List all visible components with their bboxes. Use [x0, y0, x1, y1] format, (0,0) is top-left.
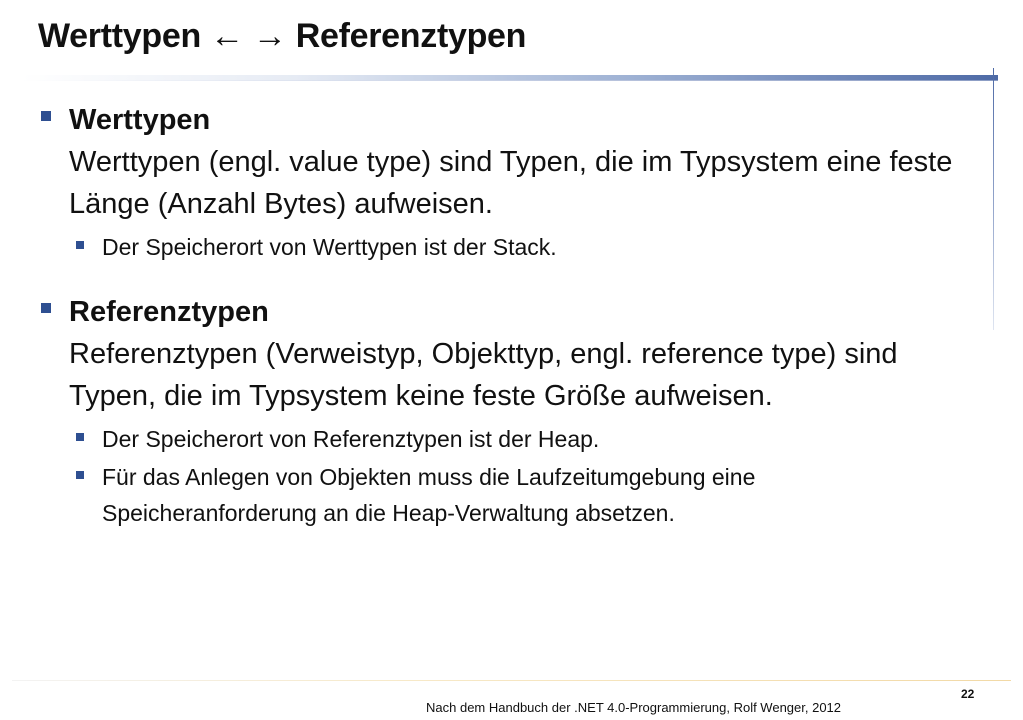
bullet-description: Referenztypen (Verweistyp, Objekttyp, engl. reference type) sind Typen, die im Typsystem keine feste Größe aufweisen.: [69, 338, 898, 412]
square-bullet-icon: [76, 241, 84, 249]
footer-divider: [12, 680, 1011, 681]
sub-bullet: [38, 229, 968, 265]
bullet-heading: Werttypen: [69, 104, 211, 136]
sub-bullet: [38, 421, 968, 457]
bullet-werttypen: [38, 99, 968, 265]
square-bullet-icon: [76, 433, 84, 441]
square-bullet-icon: [41, 111, 51, 121]
slide-title: Werttypen ← → Referenztypen: [38, 17, 527, 55]
slide-content: [38, 99, 968, 531]
sub-bullet-text: Der Speicherort von Referenztypen ist der Heap.: [102, 426, 600, 452]
sub-bullet-text: Für das Anlegen von Objekten muss die Laufzeitumgebung eine Speicheranforderung an die Heap-Verwaltung absetzen.: [102, 464, 756, 526]
square-bullet-icon: [76, 471, 84, 479]
page-number: 22: [961, 687, 975, 701]
right-accent-line: [993, 68, 994, 330]
bullet-description: Werttypen (engl. value type) sind Typen, die im Typsystem eine feste Länge (Anzahl Bytes) aufweisen.: [69, 146, 953, 220]
sub-bullet-text: Der Speicherort von Werttypen ist der Stack.: [102, 234, 557, 260]
square-bullet-icon: [41, 303, 51, 313]
sub-bullet: [38, 459, 968, 531]
bullet-referenztypen: [38, 291, 968, 531]
footer-source-note: Nach dem Handbuch der .NET 4.0-Programmierung, Rolf Wenger, 2012: [426, 700, 842, 715]
bullet-heading: Referenztypen: [69, 296, 269, 328]
title-underline-rule: [22, 80, 998, 81]
